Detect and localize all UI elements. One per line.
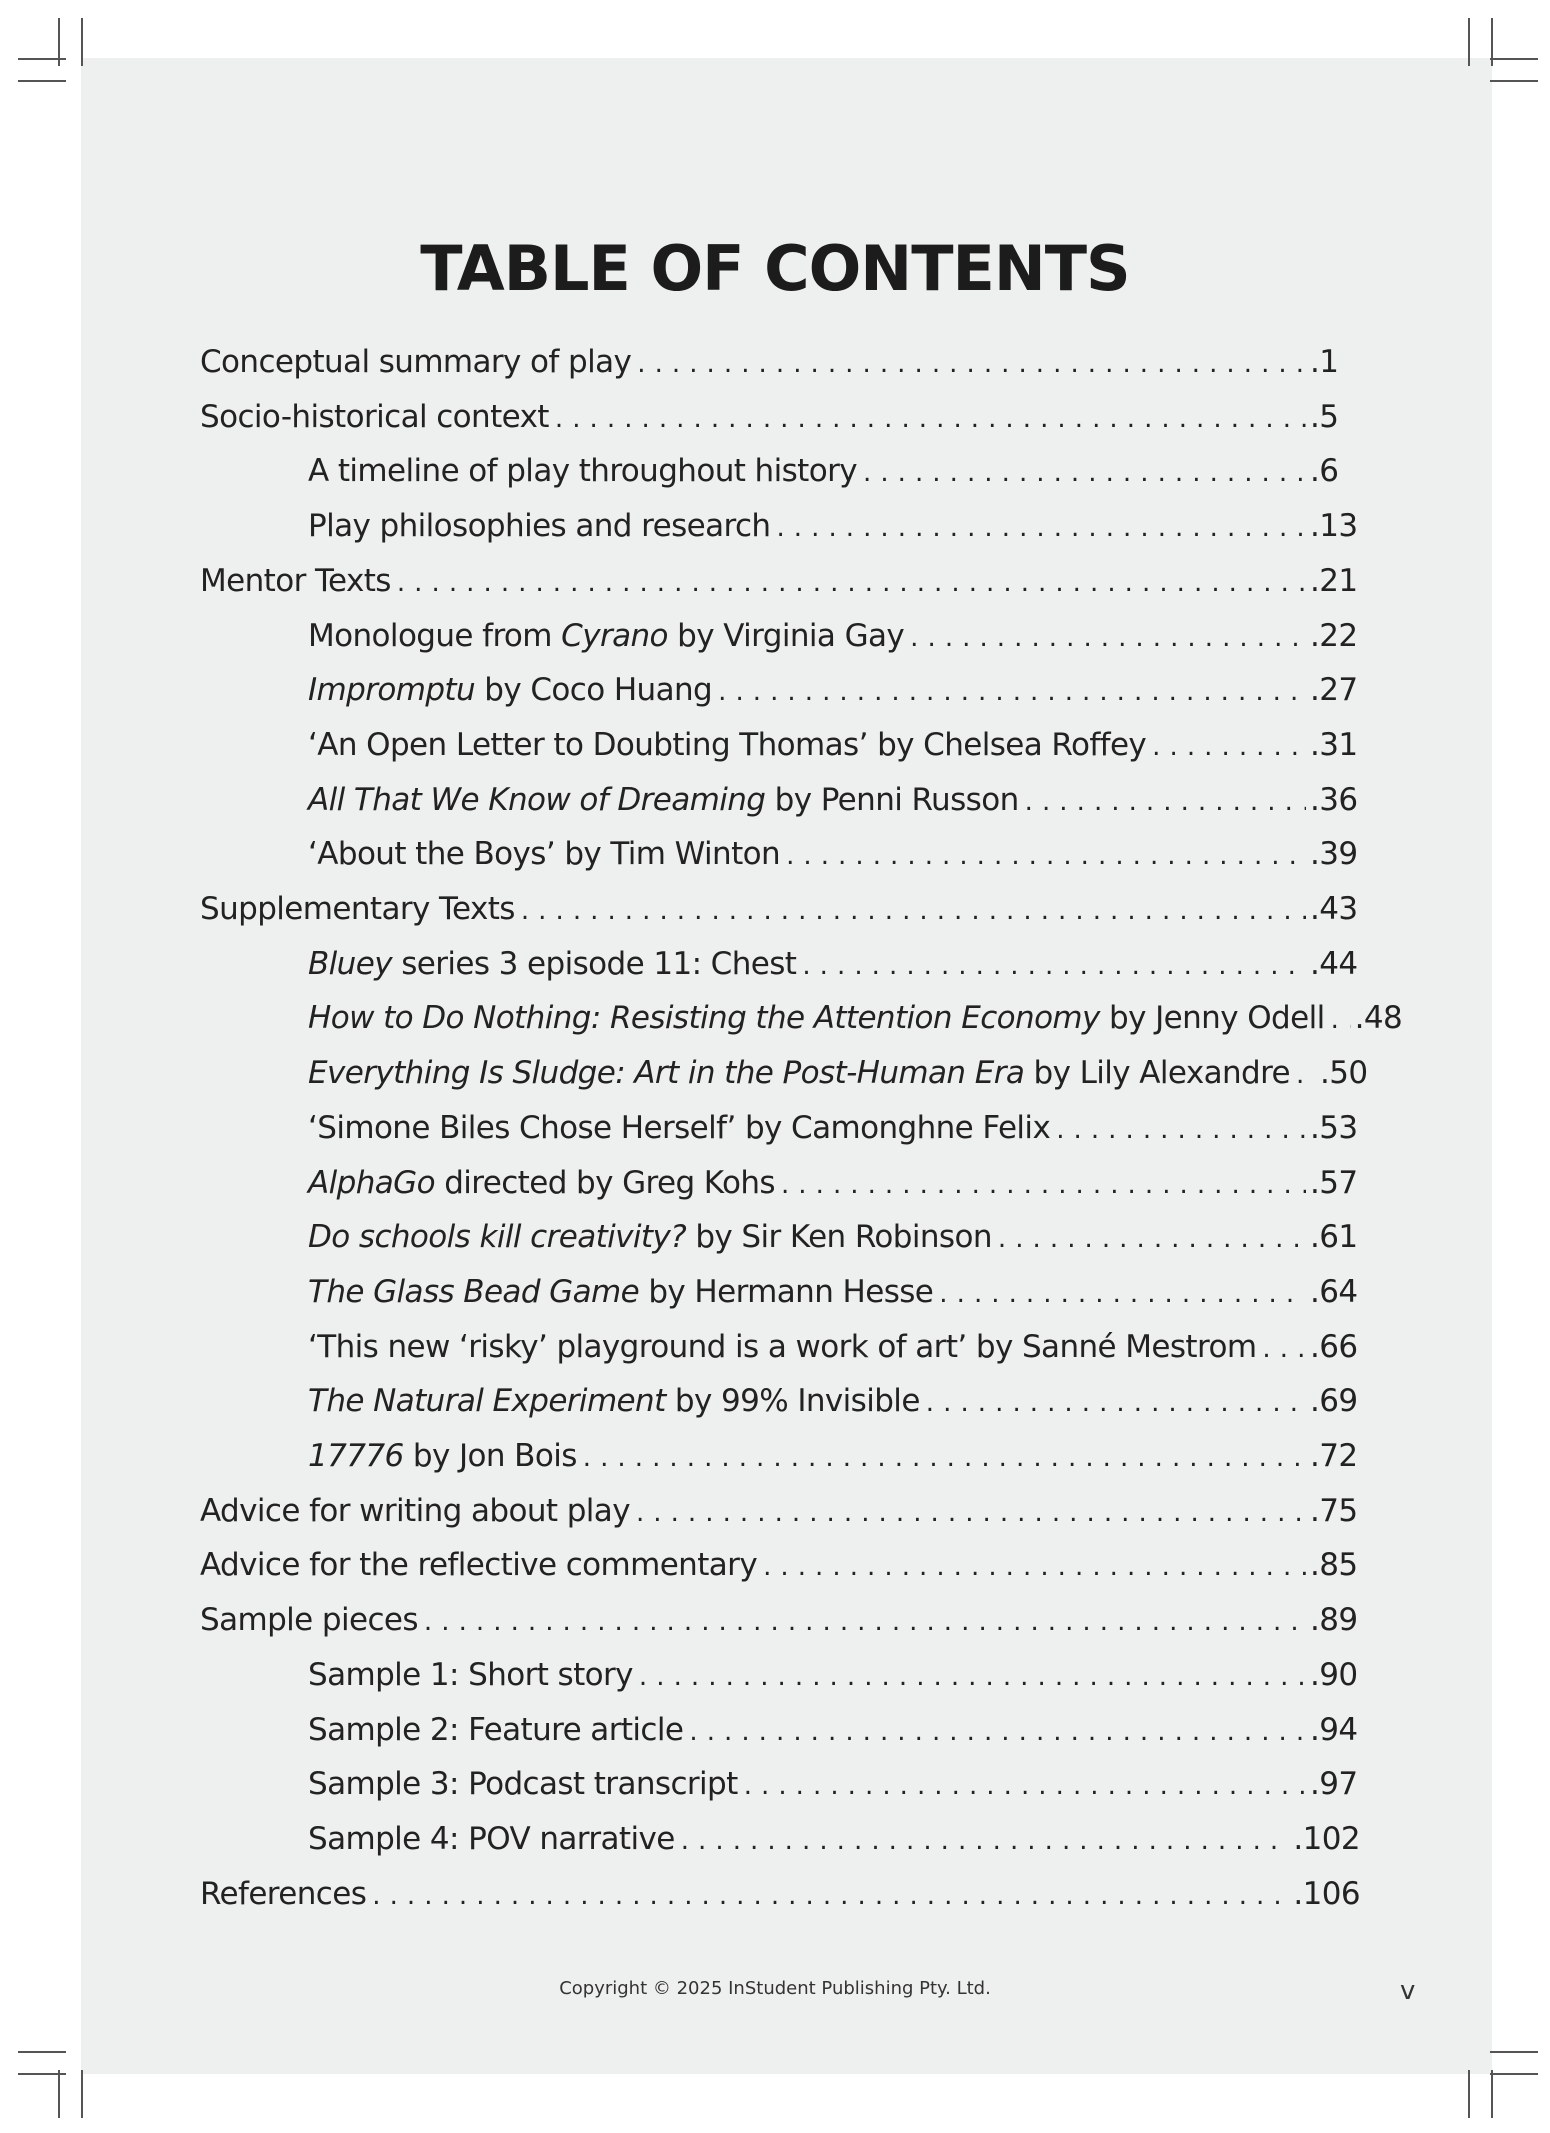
toc-subsection-entry[interactable] <box>308 994 1403 1042</box>
toc-entry-title <box>308 1268 933 1316</box>
toc-entry-title-italic: AlphaGo <box>308 1164 435 1201</box>
toc-section-entry[interactable] <box>200 1596 1360 1644</box>
toc-entry-title <box>200 338 631 386</box>
toc-entry-title <box>308 1159 775 1207</box>
toc-entry-title-italic: The Natural Experiment <box>308 1383 666 1420</box>
crop-mark-top-right-horizontal-outer <box>1490 80 1538 82</box>
crop-mark-top-left-vertical <box>81 18 83 66</box>
toc-dot-leader <box>786 832 1306 880</box>
toc-page-number: .31 <box>1310 726 1358 763</box>
toc-subsection-entry[interactable] <box>308 1377 1360 1425</box>
toc-entry-title <box>308 1815 675 1863</box>
toc-dot-leader <box>639 1653 1306 1701</box>
toc-entry-title <box>200 1487 630 1535</box>
toc-entry-title-part: by Virginia Gay <box>667 617 905 654</box>
toc-page-number: .102 <box>1293 1820 1360 1857</box>
toc-entry-title-italic: Bluey <box>308 945 392 982</box>
toc-dot-leader <box>718 668 1306 716</box>
toc-page-number: .106 <box>1293 1875 1360 1912</box>
toc-entry-title-part: Play philosophies and research <box>308 508 771 545</box>
toc-dot-leader <box>372 1872 1289 1920</box>
toc-section-entry[interactable] <box>200 393 1360 441</box>
toc-entry-title-part: by Lily Alexandre <box>1024 1055 1291 1092</box>
toc-entry-title <box>308 1651 633 1699</box>
toc-entry-title-part: Advice for the reflective commentary <box>200 1547 758 1584</box>
toc-dot-leader <box>681 1817 1290 1865</box>
toc-entry-title-italic: Impromptu <box>308 672 476 709</box>
toc-subsection-entry[interactable] <box>308 721 1360 769</box>
toc-entry-title <box>308 1706 683 1754</box>
crop-mark-top-left-horizontal-outer <box>18 80 66 82</box>
toc-dot-leader <box>863 449 1306 497</box>
toc-subsection-entry[interactable] <box>308 1432 1360 1480</box>
toc-entry-title-part: Mentor Texts <box>200 562 391 599</box>
crop-mark-bottom-right-horizontal-outer <box>1490 2073 1538 2075</box>
toc-dot-leader <box>689 1708 1306 1756</box>
toc-subsection-entry[interactable] <box>308 1049 1368 1097</box>
toc-page-number: .89 <box>1310 1602 1358 1639</box>
toc-entry-title <box>308 1323 1256 1371</box>
toc-page-number: .97 <box>1310 1766 1358 1803</box>
toc-subsection-entry[interactable] <box>308 447 1360 495</box>
toc-dot-leader <box>910 614 1306 662</box>
toc-entry-title-part: Monologue from <box>308 617 562 654</box>
toc-subsection-entry[interactable] <box>308 666 1360 714</box>
toc-section-entry[interactable] <box>200 885 1360 933</box>
toc-dot-leader <box>521 887 1306 935</box>
toc-page-number: .85 <box>1310 1547 1358 1584</box>
toc-section-entry[interactable] <box>200 1870 1360 1918</box>
toc-page-number: .39 <box>1310 836 1358 873</box>
toc-dot-leader <box>397 559 1306 607</box>
toc-entry-title <box>308 1213 992 1261</box>
toc-entry-title <box>308 994 1325 1042</box>
toc-entry-title <box>200 885 515 933</box>
toc-page-number: .64 <box>1310 1273 1358 1310</box>
toc-entry-title <box>308 1049 1290 1097</box>
toc-entry-title-part: A timeline of play throughout history <box>308 453 857 490</box>
toc-entry-title-part: by Penni Russon <box>765 781 1019 818</box>
toc-entry-title <box>308 830 780 878</box>
toc-entry-title-italic: Cyrano <box>561 617 668 654</box>
toc-entry-title-italic: 17776 <box>308 1438 404 1474</box>
toc-dot-leader <box>555 395 1306 443</box>
crop-mark-top-right-vertical <box>1468 18 1470 66</box>
toc-subsection-entry[interactable] <box>308 1706 1360 1754</box>
toc-page-number: .69 <box>1310 1383 1358 1420</box>
crop-mark-bottom-right-vertical <box>1468 2070 1470 2118</box>
toc-entry-title <box>308 721 1146 769</box>
toc-page-number: .36 <box>1310 781 1358 818</box>
toc-entry-title-part: by Sir Ken Robinson <box>686 1219 992 1256</box>
toc-dot-leader <box>781 1161 1306 1209</box>
toc-page-number: .61 <box>1310 1219 1358 1256</box>
toc-entry-title <box>200 1596 418 1644</box>
toc-dot-leader <box>636 1489 1306 1537</box>
toc-entry-title-part: Socio-historical context <box>200 398 549 435</box>
crop-mark-bottom-right-vertical-outer <box>1491 2070 1493 2118</box>
toc-page-number: .66 <box>1310 1328 1358 1365</box>
toc-page-number: .48 <box>1354 1000 1403 1037</box>
toc-subsection-entry[interactable] <box>308 830 1360 878</box>
toc-entry-title <box>200 393 549 441</box>
toc-page-number: .72 <box>1310 1438 1358 1474</box>
toc-page-number: .22 <box>1310 617 1358 654</box>
crop-mark-bottom-right-horizontal <box>1490 2051 1538 2053</box>
toc-dot-leader <box>926 1379 1306 1427</box>
toc-entry-title-part: directed by Greg Kohs <box>434 1164 775 1201</box>
toc-entry-title <box>200 1541 757 1589</box>
toc-page-number: .1 <box>1310 344 1339 380</box>
toc-section-entry[interactable] <box>200 1487 1360 1535</box>
toc-dot-leader <box>763 1543 1306 1591</box>
crop-mark-bottom-left-vertical-outer <box>81 2070 83 2118</box>
toc-dot-leader <box>802 942 1306 990</box>
toc-page-number: .75 <box>1310 1492 1358 1529</box>
toc-entry-title-part: Advice for writing about play <box>200 1492 630 1529</box>
toc-page-number: .50 <box>1320 1055 1368 1092</box>
toc-entry-title-part: Sample 3: Podcast transcript <box>308 1766 738 1803</box>
toc-subsection-entry[interactable] <box>308 1159 1360 1207</box>
toc-dot-leader <box>939 1270 1306 1318</box>
toc-entry-title <box>308 1377 920 1425</box>
toc-entry-title-part: by 99% Invisible <box>665 1383 920 1420</box>
toc-dot-leader <box>998 1215 1306 1263</box>
toc-page-number: .53 <box>1310 1109 1358 1146</box>
toc-entry-title <box>308 776 1019 824</box>
page-title: TABLE OF CONTENTS <box>420 232 1130 305</box>
copyright-footer: Copyright © 2025 InStudent Publishing Pty. Ltd. <box>559 1978 991 1999</box>
toc-entry-title-part: Sample 1: Short story <box>308 1656 633 1693</box>
toc-page-number: .57 <box>1310 1164 1358 1201</box>
toc-subsection-entry[interactable] <box>308 502 1360 550</box>
crop-mark-bottom-left-horizontal-outer <box>18 2073 66 2075</box>
toc-entry-title <box>308 612 904 660</box>
toc-entry-title-part: by Jon Bois <box>403 1438 577 1474</box>
crop-mark-top-left-vertical-outer <box>58 18 60 66</box>
toc-section-entry[interactable] <box>200 557 1360 605</box>
page-folio: v <box>1400 1976 1416 2006</box>
toc-entry-title <box>200 557 391 605</box>
toc-entry-title-italic: All That We Know of Dreaming <box>308 781 766 818</box>
toc-entry-title-part: by Coco Huang <box>475 672 713 709</box>
toc-page-number: .94 <box>1310 1711 1358 1748</box>
toc-entry-title <box>308 447 857 495</box>
toc-subsection-entry[interactable] <box>308 1268 1360 1316</box>
toc-dot-leader <box>1025 778 1306 826</box>
toc-dot-leader <box>1262 1325 1306 1373</box>
toc-dot-leader <box>776 504 1306 552</box>
toc-page-number: .13 <box>1310 508 1358 545</box>
toc-subsection-entry[interactable] <box>308 612 1360 660</box>
toc-entry-title <box>200 1870 366 1918</box>
toc-page-number: .6 <box>1310 453 1339 490</box>
toc-dot-leader <box>1152 723 1306 771</box>
toc-dot-leader <box>744 1762 1306 1810</box>
toc-page-number: .21 <box>1310 562 1358 599</box>
toc-page-number: .5 <box>1310 398 1339 435</box>
toc-dot-leader <box>1331 996 1351 1044</box>
toc-subsection-entry[interactable] <box>308 940 1360 988</box>
toc-dot-leader <box>424 1598 1306 1646</box>
toc-entry-title-part: References <box>200 1875 367 1912</box>
toc-subsection-entry[interactable] <box>308 1815 1360 1863</box>
toc-entry-title-part: ‘An Open Letter to Doubting Thomas’ by Chelsea Roffey <box>308 726 1147 763</box>
toc-subsection-entry[interactable] <box>308 1651 1360 1699</box>
toc-page-number: .44 <box>1310 945 1358 982</box>
toc-page-number: .27 <box>1310 672 1358 709</box>
toc-page-number: .90 <box>1310 1656 1358 1693</box>
toc-entry-title-part: Sample pieces <box>200 1602 418 1639</box>
toc-entry-title <box>308 940 796 988</box>
toc-entry-title-part: Supplementary Texts <box>200 891 515 927</box>
toc-dot-leader <box>637 340 1306 388</box>
toc-entry-title-part: Sample 4: POV narrative <box>308 1820 675 1857</box>
toc-entry-title-italic: How to Do Nothing: Resisting the Attention Economy <box>308 1000 1100 1037</box>
toc-subsection-entry[interactable] <box>308 1213 1360 1261</box>
toc-subsection-entry[interactable] <box>308 1760 1360 1808</box>
toc-dot-leader <box>1296 1051 1316 1099</box>
toc-dot-leader <box>583 1434 1306 1482</box>
toc-dot-leader <box>1056 1106 1306 1154</box>
toc-entry-title-part: ‘About the Boys’ by Tim Winton <box>308 836 781 873</box>
toc-entry-title-part: ‘This new ‘risky’ playground is a work of art’ by Sanné Mestrom <box>308 1328 1257 1365</box>
toc-entry-title-italic: Do schools kill creativity? <box>308 1219 687 1256</box>
toc-page-number: .43 <box>1310 891 1358 927</box>
toc-entry-title-part: ‘Simone Biles Chose Herself’ by Camonghne Felix <box>308 1109 1051 1146</box>
toc-entry-title-part: by Jenny Odell <box>1099 1000 1325 1037</box>
toc-entry-title <box>308 502 770 550</box>
toc-subsection-entry[interactable] <box>308 776 1360 824</box>
toc-entry-title-part: Sample 2: Feature article <box>308 1711 684 1748</box>
crop-mark-bottom-left-horizontal <box>18 2051 66 2053</box>
toc-entry-title <box>308 666 712 714</box>
toc-section-entry[interactable] <box>200 338 1360 386</box>
toc-entry-title <box>308 1760 738 1808</box>
crop-mark-bottom-left-vertical <box>58 2070 60 2118</box>
toc-entry-title-italic: Everything Is Sludge: Art in the Post-Human Era <box>308 1055 1025 1092</box>
toc-subsection-entry[interactable] <box>308 1104 1360 1152</box>
toc-section-entry[interactable] <box>200 1541 1360 1589</box>
toc-entry-title-part: Conceptual summary of play <box>200 344 632 380</box>
toc-entry-title <box>308 1104 1050 1152</box>
toc-entry-title <box>308 1432 577 1480</box>
toc-subsection-entry[interactable] <box>308 1323 1360 1371</box>
toc-entry-title-part: series 3 episode 11: Chest <box>391 945 797 982</box>
toc-entry-title-part: by Hermann Hesse <box>639 1273 934 1310</box>
crop-mark-top-right-horizontal <box>1490 58 1538 60</box>
toc-entry-title-italic: The Glass Bead Game <box>308 1273 640 1310</box>
